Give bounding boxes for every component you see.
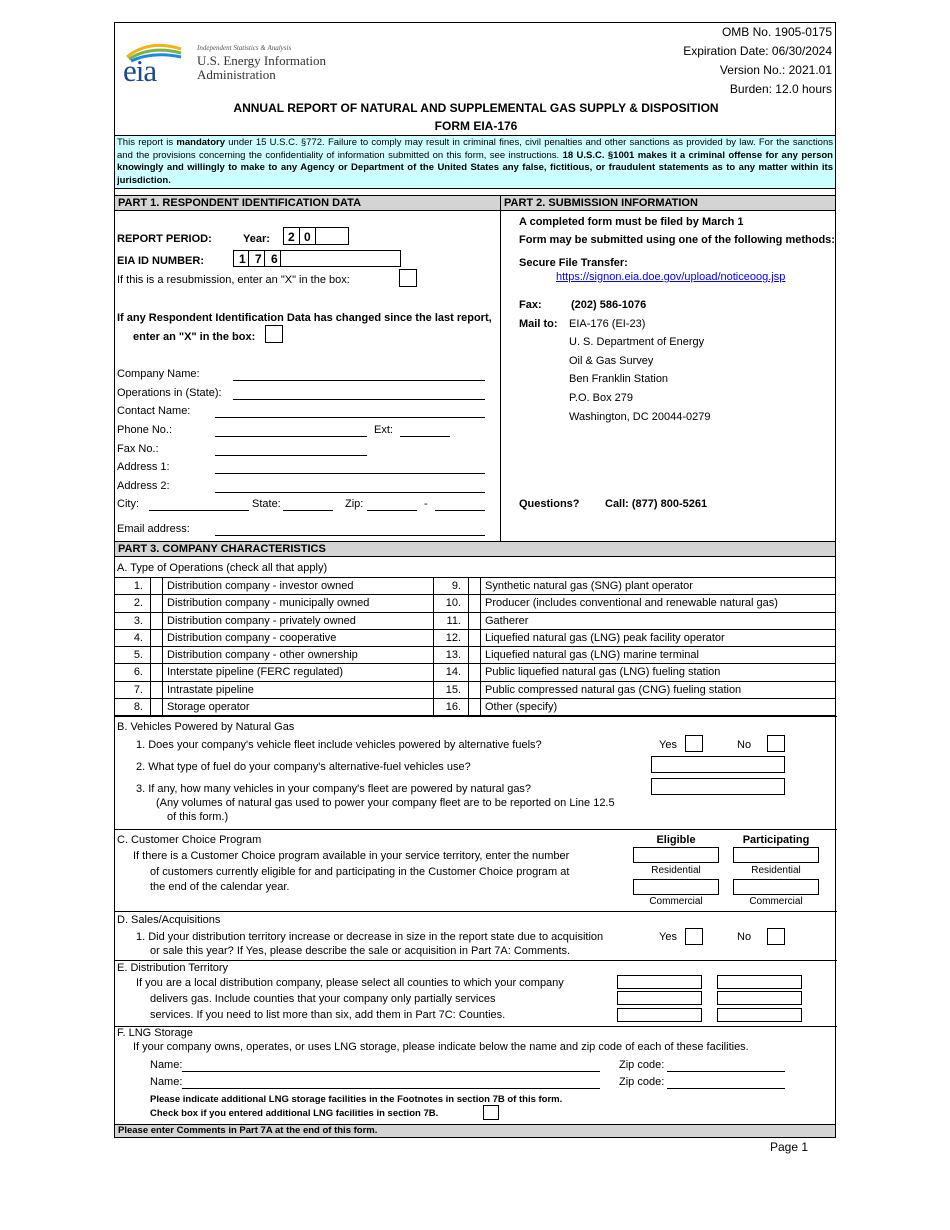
operation-number: 15. <box>445 683 461 696</box>
lng-note: Please indicate additional LNG storage facilities in the Footnotes in section 7B of this form. <box>150 1094 563 1105</box>
eia-id-digit-2: 7 <box>255 252 262 266</box>
operation-number: 3. <box>133 614 143 627</box>
operation-checkbox[interactable] <box>468 682 481 699</box>
operation-label: Distribution company - cooperative <box>167 631 337 644</box>
operation-label: Distribution company - investor owned <box>167 580 354 592</box>
operation-number: 16. <box>445 700 461 713</box>
county-input[interactable] <box>617 991 702 1005</box>
lng-zip-input-2[interactable] <box>667 1088 785 1089</box>
operation-number: 13. <box>445 649 461 661</box>
operation-number: 8. <box>133 700 143 713</box>
address1-input[interactable] <box>215 473 485 474</box>
email-input[interactable] <box>215 535 485 536</box>
operation-label: Other (specify) <box>485 700 558 713</box>
fax-number: (202) 586-1076 <box>571 299 647 311</box>
eia-logo <box>119 37 191 88</box>
expiration-date: Expiration Date: 06/30/2024 <box>683 44 832 58</box>
section-c-title: C. Customer Choice Program <box>117 834 262 846</box>
section-b-title: B. Vehicles Powered by Natural Gas <box>117 721 295 733</box>
eligible-commercial-input[interactable] <box>633 879 719 895</box>
eia-id-label: EIA ID NUMBER: <box>117 255 204 267</box>
mail-line: Washington, DC 20044-0279 <box>569 411 711 423</box>
c-line-1: If there is a Customer Choice program available in your service territory, enter the number <box>133 850 570 862</box>
address2-input[interactable] <box>215 492 485 493</box>
part3-header: PART 3. COMPANY CHARACTERISTICS <box>115 541 835 557</box>
operation-label: Liquefied natural gas (LNG) marine terminal <box>485 649 699 661</box>
tagline: Independent Statistics & Analysis <box>197 44 292 52</box>
contact-input[interactable] <box>215 417 485 418</box>
participating-heading: Participating <box>742 834 810 846</box>
county-input[interactable] <box>717 1008 802 1022</box>
phone-input[interactable] <box>215 436 367 437</box>
operation-checkbox[interactable] <box>150 699 163 716</box>
section-f-title: F. LNG Storage <box>117 1027 193 1039</box>
year-label: Year: <box>243 233 270 245</box>
d1-yes-checkbox[interactable] <box>685 928 703 945</box>
operation-checkbox[interactable] <box>468 630 481 647</box>
operation-label: Gatherer <box>485 614 529 627</box>
eligible-commercial-label: Commercial <box>649 896 703 907</box>
city-input[interactable] <box>149 510 249 511</box>
changed-checkbox[interactable] <box>265 325 283 343</box>
operation-label: Synthetic natural gas (SNG) plant operator <box>485 580 693 592</box>
company-name-input[interactable] <box>233 380 485 381</box>
form-title: ANNUAL REPORT OF NATURAL AND SUPPLEMENTAL GAS SUPPLY & DISPOSITION <box>233 101 719 115</box>
ext-label: Ext: <box>374 424 393 436</box>
zip-dash: - <box>424 498 428 510</box>
b1-yes-checkbox[interactable] <box>685 735 703 752</box>
page-number: Page 1 <box>770 1140 809 1154</box>
c-line-3: the end of the calendar year. <box>150 881 290 893</box>
participating-residential-label: Residential <box>751 865 801 876</box>
part-divider <box>500 195 501 541</box>
phone-label: Phone No.: <box>117 424 173 436</box>
operation-number: 1. <box>133 580 143 592</box>
operation-checkbox[interactable] <box>468 647 481 664</box>
fax-input[interactable] <box>215 455 367 456</box>
b1-yes-label: Yes <box>659 739 677 751</box>
lng-zip-label-1: Zip code: <box>619 1059 665 1071</box>
zip4-input[interactable] <box>435 510 485 511</box>
zip-label: Zip: <box>345 498 364 510</box>
c-line-2: of customers currently eligible for and participating in the Customer Choice program at <box>150 866 570 878</box>
lng-additional-checkbox[interactable] <box>483 1105 499 1120</box>
b1-no-checkbox[interactable] <box>767 735 785 752</box>
contact-label: Contact Name: <box>117 405 191 417</box>
operation-checkbox[interactable] <box>150 578 163 595</box>
operation-checkbox[interactable] <box>468 578 481 595</box>
operation-checkbox[interactable] <box>150 613 163 630</box>
fax-label-p2: Fax: <box>519 299 542 311</box>
operation-label: Public compressed natural gas (CNG) fueling station <box>485 683 742 696</box>
comments-footer-bar: Please enter Comments in Part 7A at the end of this form. <box>115 1124 835 1137</box>
email-label: Email address: <box>117 523 190 535</box>
e-line-2: delivers gas. Include counties that your company only partially services <box>150 993 496 1005</box>
e-line-3: services. If you need to list more than six, add them in Part 7C: Counties. <box>150 1009 506 1021</box>
b3-count-input[interactable] <box>651 778 785 795</box>
part1-header: PART 1. RESPONDENT IDENTIFICATION DATA <box>115 195 501 211</box>
agency-name-2: Administration <box>197 67 276 82</box>
operation-number: 7. <box>133 683 143 696</box>
b2-question: 2. What type of fuel do your company's alternative-fuel vehicles use? <box>136 761 471 773</box>
operation-checkbox[interactable] <box>150 647 163 664</box>
operation-checkbox[interactable] <box>150 595 163 612</box>
section-d-title: D. Sales/Acquisitions <box>117 914 221 926</box>
operation-checkbox[interactable] <box>150 664 163 681</box>
questions-label: Questions? <box>519 498 580 510</box>
address2-label: Address 2: <box>117 480 170 492</box>
eligible-residential-input[interactable] <box>633 847 719 863</box>
d1-yes-label: Yes <box>659 931 677 943</box>
participating-commercial-label: Commercial <box>749 896 803 907</box>
e-line-1: If you are a local distribution company, please select all counties to which your company <box>136 977 564 989</box>
form-page <box>114 22 836 1138</box>
f-instruction: If your company owns, operates, or uses LNG storage, please indicate below the name and zip code of each of these facilities. <box>133 1041 749 1053</box>
form-number: FORM EIA-176 <box>434 119 518 133</box>
lng-zip-input-1[interactable] <box>667 1071 785 1072</box>
operation-number: 10. <box>445 597 461 610</box>
county-input[interactable] <box>717 991 802 1005</box>
mail-line: P.O. Box 279 <box>569 392 634 404</box>
operation-label: Distribution company - municipally owned <box>167 597 370 610</box>
lng-name-label-1: Name: <box>150 1059 183 1071</box>
operations-input[interactable] <box>233 399 485 400</box>
fax-label: Fax No.: <box>117 443 159 455</box>
year-input[interactable] <box>283 227 349 245</box>
d1-no-label: No <box>737 931 752 943</box>
state-label: State: <box>252 498 281 510</box>
operation-label: Producer (includes conventional and renewable natural gas) <box>485 597 778 610</box>
year-digit-1: 2 <box>288 230 295 244</box>
mail-line: U. S. Department of Energy <box>569 336 705 348</box>
ext-input[interactable] <box>400 436 450 437</box>
operation-checkbox[interactable] <box>150 682 163 699</box>
operation-label: Public liquefied natural gas (LNG) fueling station <box>485 666 721 679</box>
operation-number: 14. <box>445 666 461 679</box>
operation-number: 4. <box>133 631 143 644</box>
mail-line: Ben Franklin Station <box>569 373 669 385</box>
operation-label: Interstate pipeline (FERC regulated) <box>167 666 344 679</box>
county-input[interactable] <box>617 1008 702 1022</box>
logo-wordmark: eia <box>123 53 157 88</box>
operation-checkbox[interactable] <box>468 595 481 612</box>
mandatory-notice: This report is mandatory under 15 U.S.C. §772. Failure to comply may result in criminal fines, civil penalties and other sanctions as provided by law. For the sanctions and the provisions concerning the confidentiality of information submitted on this form, see instructions. 18 U.S.C. §1001 makes it a criminal offense for any person knowingly and willingly to make to any Agency or Department of the United States any false, fictitious, or fraudulent statements as to any matter within its jurisdiction. <box>115 135 835 189</box>
zip-input[interactable] <box>367 510 417 511</box>
state-input[interactable] <box>283 510 333 511</box>
section-e-title: E. Distribution Territory <box>117 962 229 974</box>
changed-label-1: If any Respondent Identification Data has changed since the last report, <box>117 312 492 324</box>
address1-label: Address 1: <box>117 461 170 473</box>
d1-question: 1. Did your distribution territory increase or decrease in size in the report state due to acquisition <box>136 931 604 943</box>
operation-checkbox[interactable] <box>150 630 163 647</box>
operation-number: 2. <box>133 597 143 610</box>
operation-number: 12. <box>445 631 461 644</box>
omb-number: OMB No. 1905-0175 <box>721 25 832 39</box>
filing-deadline: A completed form must be filed by March 1 <box>519 216 744 228</box>
section-a-title: A. Type of Operations (check all that apply) <box>117 562 328 574</box>
operation-label: Intrastate pipeline <box>167 683 254 696</box>
b1-question: 1. Does your company's vehicle fleet include vehicles powered by alternative fuels? <box>136 739 542 751</box>
operation-checkbox[interactable] <box>468 613 481 630</box>
lng-zip-label-2: Zip code: <box>619 1076 665 1088</box>
version-number: Version No.: 2021.01 <box>719 63 832 77</box>
eligible-heading: Eligible <box>656 834 696 846</box>
b3-note-2: of this form.) <box>167 811 229 823</box>
report-period-label: REPORT PERIOD: <box>117 233 212 245</box>
questions-phone: Call: (877) 800-5261 <box>605 498 708 510</box>
operation-label: Liquefied natural gas (LNG) peak facility operator <box>485 631 725 644</box>
year-digit-2: 0 <box>304 230 311 244</box>
secure-transfer-link[interactable]: https://signon.eia.doe.gov/upload/noticeoog.jsp <box>556 271 786 283</box>
mail-line: Oil & Gas Survey <box>569 355 654 367</box>
lng-check-note: Check box if you entered additional LNG facilities in section 7B. <box>150 1108 439 1119</box>
operation-checkbox[interactable] <box>468 664 481 681</box>
lng-name-input-2[interactable] <box>182 1088 600 1089</box>
operation-checkbox[interactable] <box>468 699 481 716</box>
b3-note: (Any volumes of natural gas used to power your company fleet are to be reported on Line 12.5 <box>156 797 615 809</box>
operations-table <box>115 577 835 716</box>
burden: Burden: 12.0 hours <box>729 82 832 96</box>
operation-label: Distribution company - privately owned <box>167 614 356 627</box>
d1-question-2: or sale this year? If Yes, please describe the sale or acquisition in Part 7A: Comments. <box>150 945 571 957</box>
participating-commercial-input[interactable] <box>733 879 819 895</box>
county-input[interactable] <box>717 975 802 989</box>
secure-transfer-label: Secure File Transfer: <box>519 257 628 269</box>
column-divider <box>433 578 434 716</box>
lng-name-label-2: Name: <box>150 1076 183 1088</box>
d1-no-checkbox[interactable] <box>767 928 785 945</box>
changed-label-2: enter an "X" in the box: <box>133 331 256 343</box>
operations-label: Operations in (State): <box>117 387 222 399</box>
b2-fuel-input[interactable] <box>651 756 785 773</box>
operation-label: Storage operator <box>167 700 250 713</box>
county-input[interactable] <box>617 975 702 989</box>
submission-methods: Form may be submitted using one of the following methods: <box>519 234 835 246</box>
mail-label: Mail to: <box>519 318 558 330</box>
mail-line: EIA-176 (EI-23) <box>569 318 646 330</box>
eia-id-digit-3: 6 <box>271 252 278 266</box>
participating-residential-input[interactable] <box>733 847 819 863</box>
b3-question: 3. If any, how many vehicles in your company's fleet are powered by natural gas? <box>136 783 532 795</box>
agency-name-1: U.S. Energy Information <box>197 53 327 68</box>
city-label: City: <box>117 498 139 510</box>
eia-id-input[interactable] <box>233 250 401 267</box>
resubmission-label: If this is a resubmission, enter an "X" in the box: <box>117 274 350 286</box>
company-name-label: Company Name: <box>117 368 200 380</box>
resubmission-checkbox[interactable] <box>399 269 417 287</box>
operation-number: 9. <box>451 580 461 592</box>
operation-number: 5. <box>133 649 143 661</box>
eia-id-digit-1: 1 <box>239 252 246 266</box>
b1-no-label: No <box>737 739 752 751</box>
operation-label: Distribution company - other ownership <box>167 649 358 661</box>
operation-number: 11. <box>446 614 461 627</box>
part2-header: PART 2. SUBMISSION INFORMATION <box>501 195 835 211</box>
lng-name-input-1[interactable] <box>182 1071 600 1072</box>
eligible-residential-label: Residential <box>651 865 701 876</box>
operation-number: 6. <box>133 666 143 679</box>
